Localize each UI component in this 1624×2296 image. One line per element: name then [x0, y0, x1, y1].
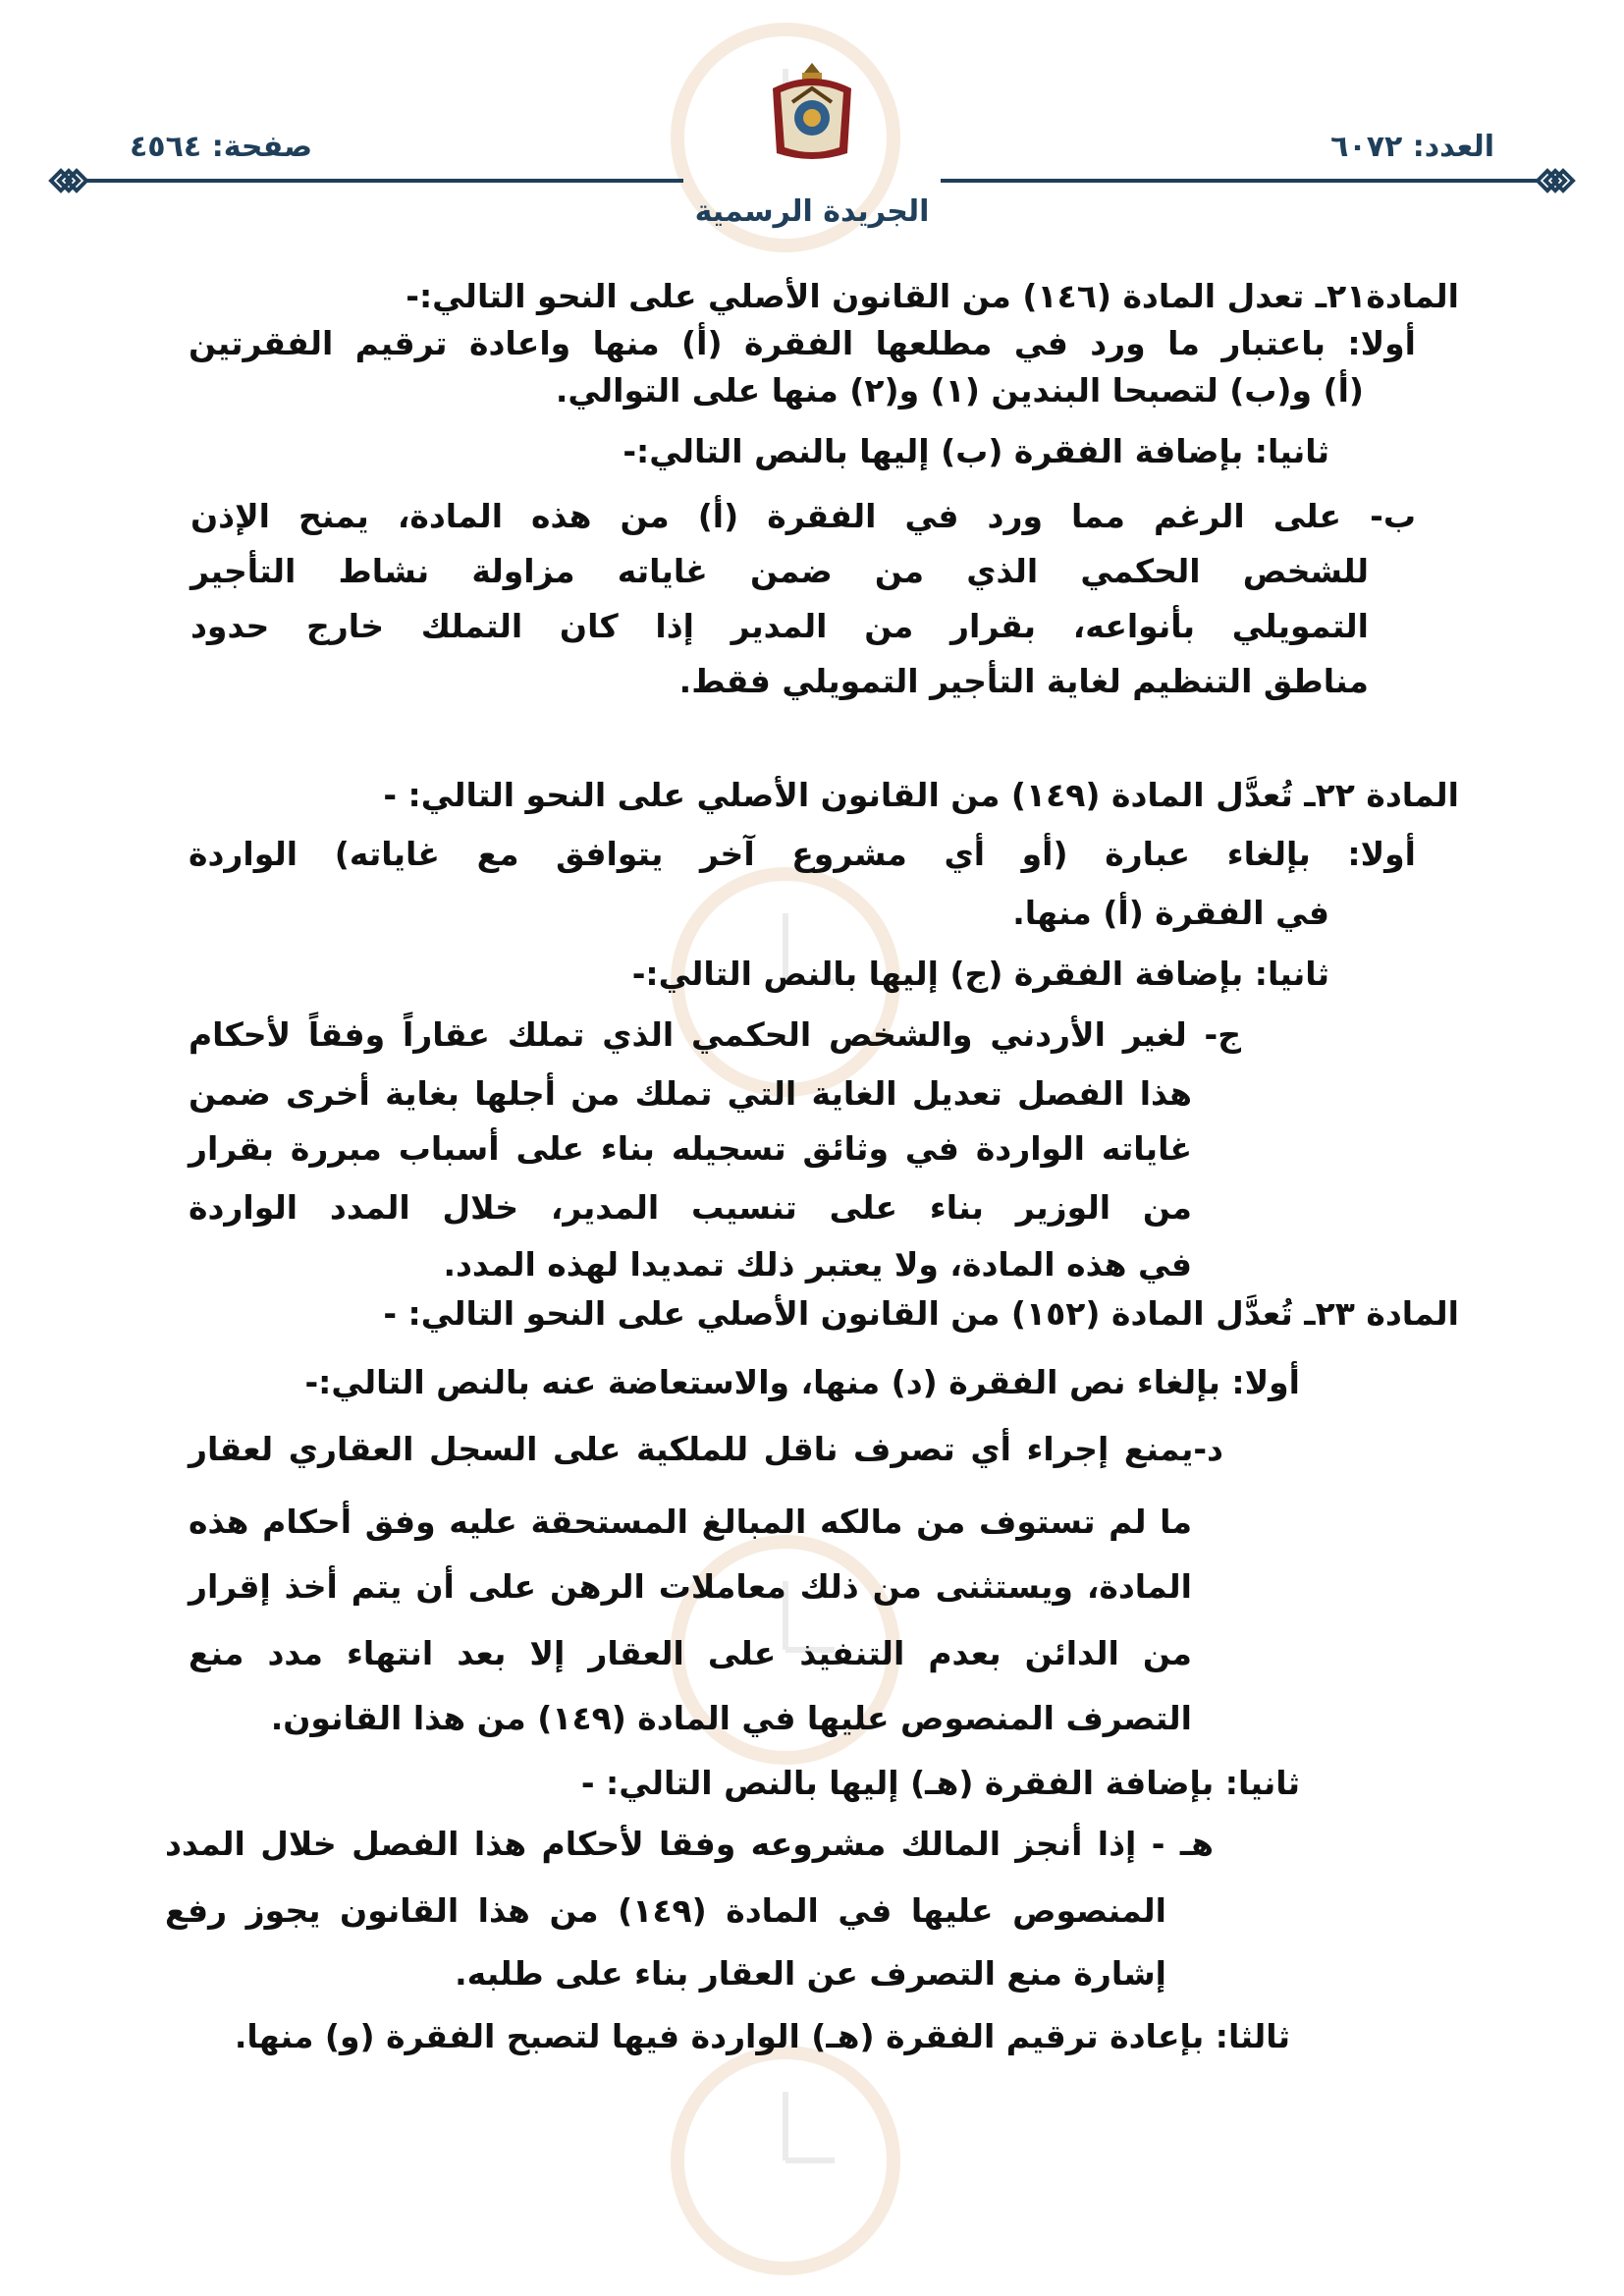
gazette-title: الجريدة الرسمية [694, 194, 930, 229]
article-23-paragraph-e-line-2: المنصوص عليها في المادة (١٤٩) من هذا القانون يجوز رفع [165, 1891, 1166, 1930]
page-number: صفحة: ٤٥٦٤ [130, 130, 313, 164]
article-21-first-clause-cont: (أ) و(ب) لتصبحا البندين (١) و(٢) منها على التوالي. [555, 371, 1364, 410]
article-23-paragraph-d-line-3: المادة، ويستثنى من ذلك معاملات الرهن على أن يتم أخذ إقرار [189, 1567, 1192, 1606]
article-23-heading: المادة ٢٣ـ تُعدَّل المادة (١٥٢) من القانون الأصلي على النحو التالي: - [383, 1294, 1459, 1333]
article-22-first-clause: أولا: بإلغاء عبارة (أو أي مشروع آخر يتوافق مع غاياته) الواردة [189, 835, 1416, 873]
article-23-paragraph-e-line-3: إشارة منع التصرف عن العقار بناء على طلبه. [455, 1954, 1166, 1993]
article-22-first-clause-cont: في الفقرة (أ) منها. [1012, 894, 1329, 932]
article-21-heading: المادة٢١ـ تعدل المادة (١٤٦) من القانون الأصلي على النحو التالي:- [406, 277, 1459, 315]
header-rule-left [86, 179, 683, 183]
article-23-paragraph-d-line-1: د-يمنع إجراء أي تصرف ناقل للملكية على السجل العقاري لعقار [189, 1430, 1223, 1468]
article-22-paragraph-c-line-2: هذا الفصل تعديل الغاية التي تملك من أجلها بغاية أخرى ضمن [189, 1074, 1192, 1113]
article-22-paragraph-c-line-3: غاياته الواردة في وثائق تسجيله بناء على أسباب مبررة بقرار [189, 1129, 1192, 1168]
jordan-coat-of-arms-icon [763, 59, 861, 167]
article-21-first-clause: أولا: باعتبار ما ورد في مطلعها الفقرة (أ) منها واعادة ترقيم الفقرتين [189, 324, 1416, 362]
issue-number: العدد: ٦٠٧٢ [1330, 130, 1494, 164]
article-23-paragraph-d-line-5: التصرف المنصوص عليها في المادة (١٤٩) من هذا القانون. [270, 1699, 1192, 1737]
article-22-paragraph-c-line-4: من الوزير بناء على تنسيب المدير، خلال المدد الواردة [189, 1188, 1192, 1227]
article-21-second-clause: ثانيا: بإضافة الفقرة (ب) إليها بالنص التالي:- [623, 432, 1329, 470]
article-22-paragraph-c-line-5: في هذه المادة، ولا يعتبر ذلك تمديدا لهذه المدد. [443, 1245, 1192, 1284]
article-23-third-clause: ثالثا: بإعادة ترقيم الفقرة (هـ) الواردة فيها لتصبح الفقرة (و) منها. [234, 2017, 1290, 2055]
article-21-paragraph-b-line-1: ب- على الرغم مما ورد في الفقرة (أ) من هذه المادة، يمنح الإذن [190, 497, 1416, 535]
article-22-paragraph-c-line-1: ج- لغير الأردني والشخص الحكمي الذي تملك عقاراً وفقاً لأحكام [189, 1015, 1241, 1054]
article-23-second-clause: ثانيا: بإضافة الفقرة (هـ) إليها بالنص التالي: - [580, 1764, 1300, 1802]
article-21-paragraph-b-line-4: مناطق التنظيم لغاية التأجير التمويلي فقط. [678, 662, 1369, 700]
article-21-paragraph-b-line-3: التمويلي بأنواعه، بقرار من المدير إذا كان التملك خارج حدود [190, 607, 1369, 645]
article-23-paragraph-d-line-2: ما لم تستوف من مالكه المبالغ المستحقة عليه وفق أحكام هذه [189, 1503, 1192, 1541]
article-21-paragraph-b-line-2: للشخص الحكمي الذي من ضمن غاياته مزاولة نشاط التأجير [190, 552, 1369, 590]
article-23-paragraph-d-line-4: من الدائن بعدم التنفيذ على العقار إلا بعد انتهاء مدد منع [189, 1634, 1192, 1672]
article-22-heading: المادة ٢٢ـ تُعدَّل المادة (١٤٩) من القانون الأصلي على النحو التالي: - [383, 776, 1459, 814]
article-23-paragraph-e-line-1: هـ - إذا أنجز المالك مشروعه وفقا لأحكام هذا الفصل خلال المدد [165, 1825, 1214, 1863]
article-23-first-clause: أولا: بإلغاء نص الفقرة (د) منها، والاستعاضة عنه بالنص التالي:- [304, 1363, 1300, 1401]
header-rule-right [941, 179, 1538, 183]
article-22-second-clause: ثانيا: بإضافة الفقرة (ج) إليها بالنص التالي:- [631, 955, 1329, 993]
